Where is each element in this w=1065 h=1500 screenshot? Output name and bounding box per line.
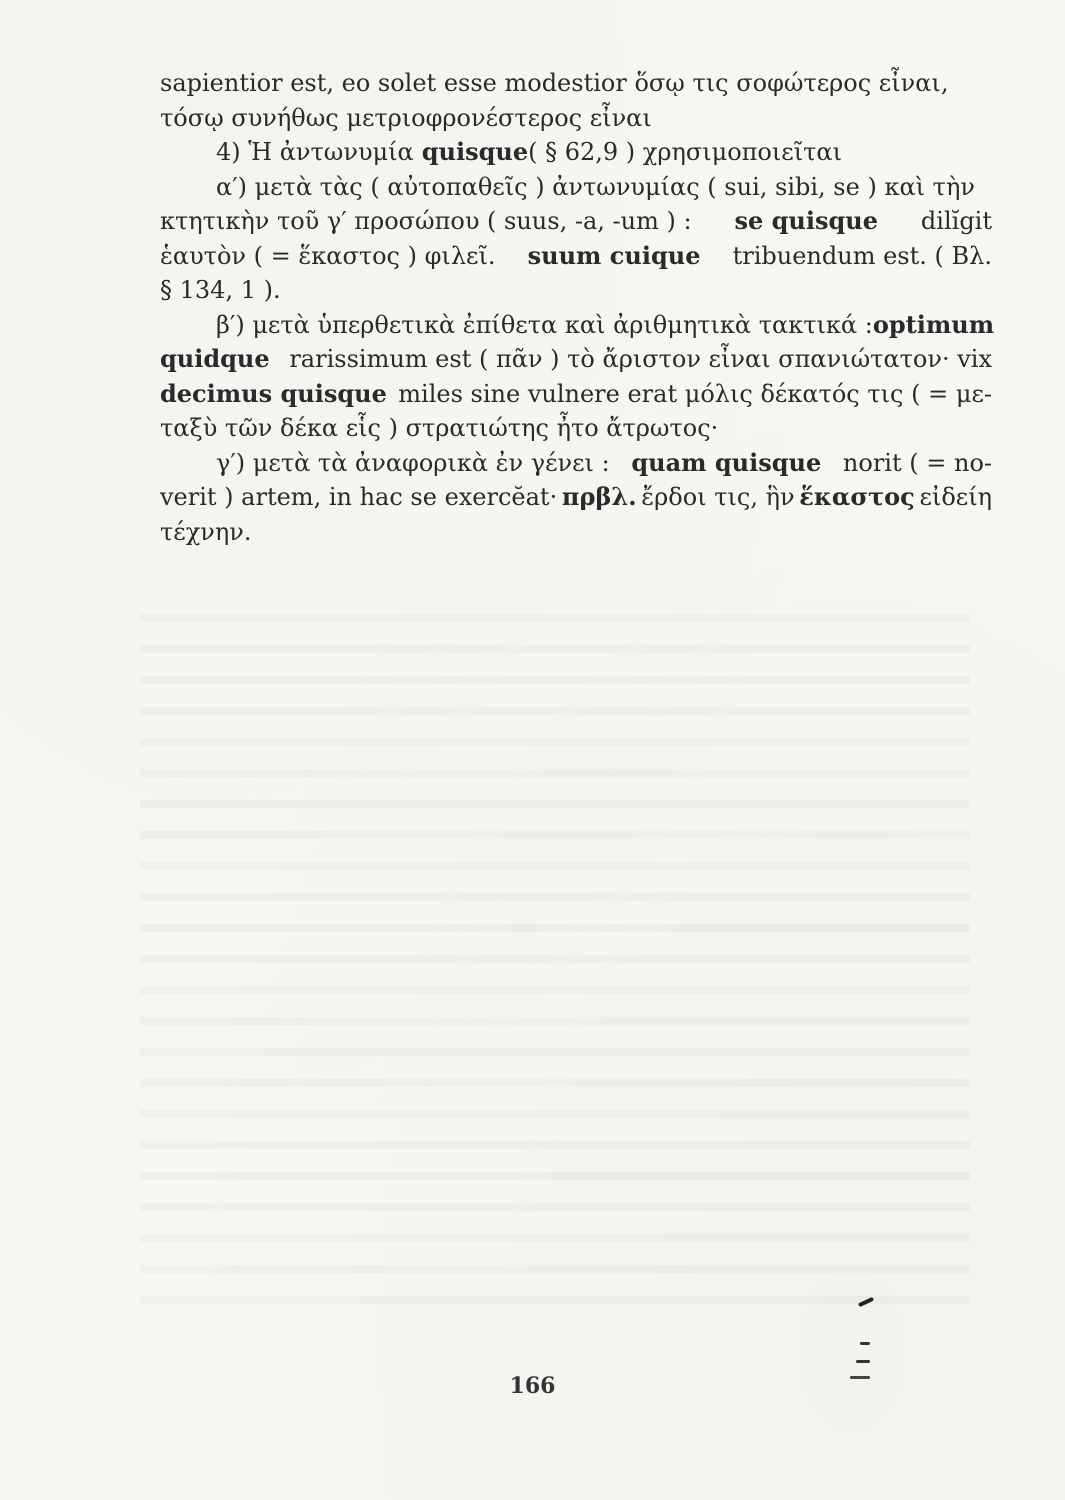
gamma-l2d: ἕκαστος <box>799 482 915 511</box>
gamma-l2c: ἔρδοι τις, ἣν <box>641 483 795 511</box>
paragraph1-line2: τόσῳ συνήθως μετριοφρονέστερος εἶναι <box>160 103 652 132</box>
beta-line2 <box>160 342 992 377</box>
alpha-line4 <box>160 273 992 308</box>
alpha-line2 <box>160 204 992 239</box>
beta-l2b: rarissimum est ( πᾶν ) τὸ ἄριστον εἶναι σπανιώτατον· vix <box>289 345 992 373</box>
alpha-l1: α′) μετὰ τὰς ( αὐτοπαθεῖς ) ἀντωνυμίας ( sui, sibi, se ) καὶ τὴν <box>216 172 975 201</box>
gamma-l2a: verit ) artem, in hac se exercĕat· <box>160 483 558 511</box>
beta-line4 <box>160 411 992 446</box>
alpha-line3 <box>160 239 992 274</box>
section4-rest: ( § 62,9 ) χρησιμοποιεῖται <box>528 138 843 166</box>
alpha-l2c: dilĭgit <box>920 207 992 235</box>
alpha-l4: § 134, 1 ). <box>160 276 281 304</box>
ink-mark <box>860 1342 870 1345</box>
page-number: 166 <box>509 1373 556 1399</box>
gamma-l1c: norit ( = no- <box>842 448 992 477</box>
beta-l4: ταξὺ τῶν δέκα εἷς ) στρατιώτης ἦτο ἄτρωτος· <box>160 414 719 442</box>
gamma-line3 <box>160 515 992 550</box>
beta-l3b: miles sine vulnere erat μόλις δέκατός τις ( = με- <box>398 379 992 408</box>
main-text <box>160 66 995 549</box>
alpha-l2a: κτητικὴν τοῦ γ′ προσώπου ( suus, -a, -um ) : <box>160 207 692 235</box>
bleed-through-text <box>140 600 970 1320</box>
beta-l3a: decimus quisque <box>160 378 387 408</box>
gamma-l2b: πρβλ. <box>561 482 637 511</box>
alpha-l3a: ἑαυτὸν ( = ἕκαστος ) φιλεῖ. <box>160 241 496 270</box>
gamma-l1b: quam quisque <box>631 447 822 477</box>
beta-line1 <box>160 308 995 343</box>
ink-mark <box>856 1360 870 1363</box>
gamma-l1a: γ′) μετὰ τὰ ἀναφορικὰ ἐν γένει : <box>216 448 610 477</box>
text-line <box>160 101 992 136</box>
section4-lead: 4) Ἡ ἀντωνυμία <box>216 138 414 166</box>
gamma-line1 <box>160 446 992 481</box>
beta-l2a: quidque <box>160 344 270 373</box>
text-line <box>160 66 992 101</box>
beta-l1a: β′) μετὰ ὑπερθετικὰ ἐπίθετα καὶ ἀριθμητικὰ τακτικά : <box>216 310 873 339</box>
alpha-l3b: suum cuique <box>527 240 701 270</box>
section4-term: quisque <box>421 137 529 166</box>
section4-heading <box>160 135 992 170</box>
alpha-line1 <box>160 170 992 205</box>
alpha-l2b: se quisque <box>734 206 878 235</box>
beta-l1b: optimum <box>872 309 995 339</box>
gamma-l3: τέχνην. <box>160 517 252 546</box>
gamma-l2e: εἰδείη <box>919 483 992 511</box>
beta-line3 <box>160 377 992 412</box>
gamma-line2 <box>160 480 992 515</box>
alpha-l3c: tribuendum est. ( Βλ. <box>732 241 992 270</box>
paragraph1-line1: sapientior est, eo solet esse modestior ὅσῳ τις σοφώτερος εἶναι, <box>160 69 949 97</box>
